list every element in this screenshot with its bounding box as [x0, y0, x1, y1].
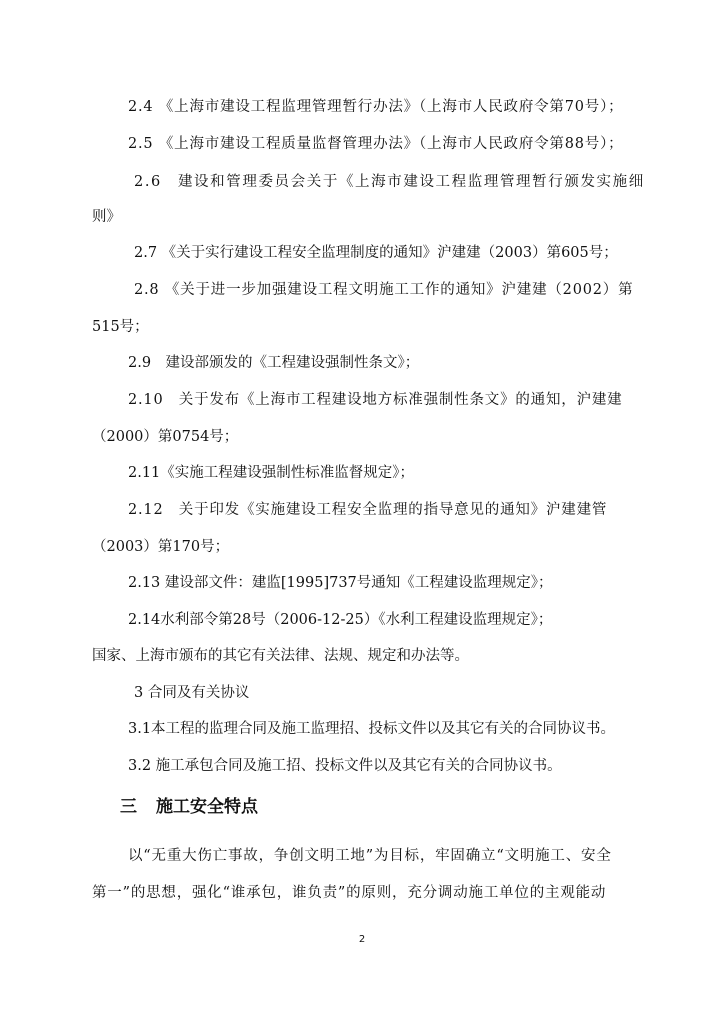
reference-item-2-4: 2.4 《上海市建设工程监理管理暂行办法》（上海市人民政府令第70号）； — [128, 99, 624, 115]
section-title: 施工安全特点 — [156, 797, 258, 817]
reference-item-2-12: 2.12 关于印发《实施建设工程安全监理的指导意见的通知》沪建建管 — [128, 502, 608, 518]
page-number: 2 — [358, 934, 366, 945]
reference-item-2-10-cont: （2000）第0754号； — [92, 429, 239, 445]
reference-item-2-11: 2.11《实施工程建设强制性标准监督规定》； — [128, 465, 415, 481]
reference-item-2-14: 2.14水利部令第28号（2006-12-25）《水利工程建设监理规定》； — [128, 612, 553, 628]
reference-item-2-10: 2.10 关于发布《上海市工程建设地方标准强制性条文》的通知，沪建建 — [128, 392, 623, 408]
body-paragraph-line-1: 以“无重大伤亡事故，争创文明工地”为目标，牢固确立“文明施工、安全 — [128, 848, 612, 864]
reference-item-2-7: 2.7 《关于实行建设工程安全监理制度的通知》沪建建（2003）第605号； — [134, 245, 618, 261]
subsection-contracts-title: 3 合同及有关协议 — [134, 685, 250, 701]
reference-item-2-6-cont: 则》 — [92, 209, 121, 225]
reference-item-other: 国家、上海市颁布的其它有关法律、法规、规定和办法等。 — [92, 648, 469, 664]
section-heading — [120, 792, 258, 817]
reference-item-2-9: 2.9 建设部颁发的《工程建设强制性条文》； — [128, 355, 420, 371]
reference-item-2-5: 2.5 《上海市建设工程质量监督管理办法》（上海市人民政府令第88号）； — [128, 136, 624, 152]
body-paragraph-line-2: 第一”的思想，强化“谁承包，谁负责”的原则，充分调动施工单位的主观能动 — [92, 885, 607, 901]
contract-item-3-2: 3.2 施工承包合同及施工招、投标文件以及其它有关的合同协议书。 — [128, 758, 562, 774]
contract-item-3-1: 3.1本工程的监理合同及施工监理招、投标文件以及其它有关的合同协议书。 — [128, 721, 616, 737]
reference-item-2-13: 2.13 建设部文件：建监[1995]737号通知《工程建设监理规定》； — [128, 575, 553, 591]
reference-item-2-12-cont: （2003）第170号； — [92, 539, 230, 555]
reference-item-2-8-cont: 515号； — [92, 319, 149, 335]
reference-item-2-6: 2.6 建设和管理委员会关于《上海市建设工程监理管理暂行颁发实施细 — [134, 174, 645, 190]
section-number: 三 — [120, 797, 137, 817]
reference-item-2-8: 2.8 《关于进一步加强建设工程文明施工工作的通知》沪建建（2002）第 — [134, 282, 634, 298]
